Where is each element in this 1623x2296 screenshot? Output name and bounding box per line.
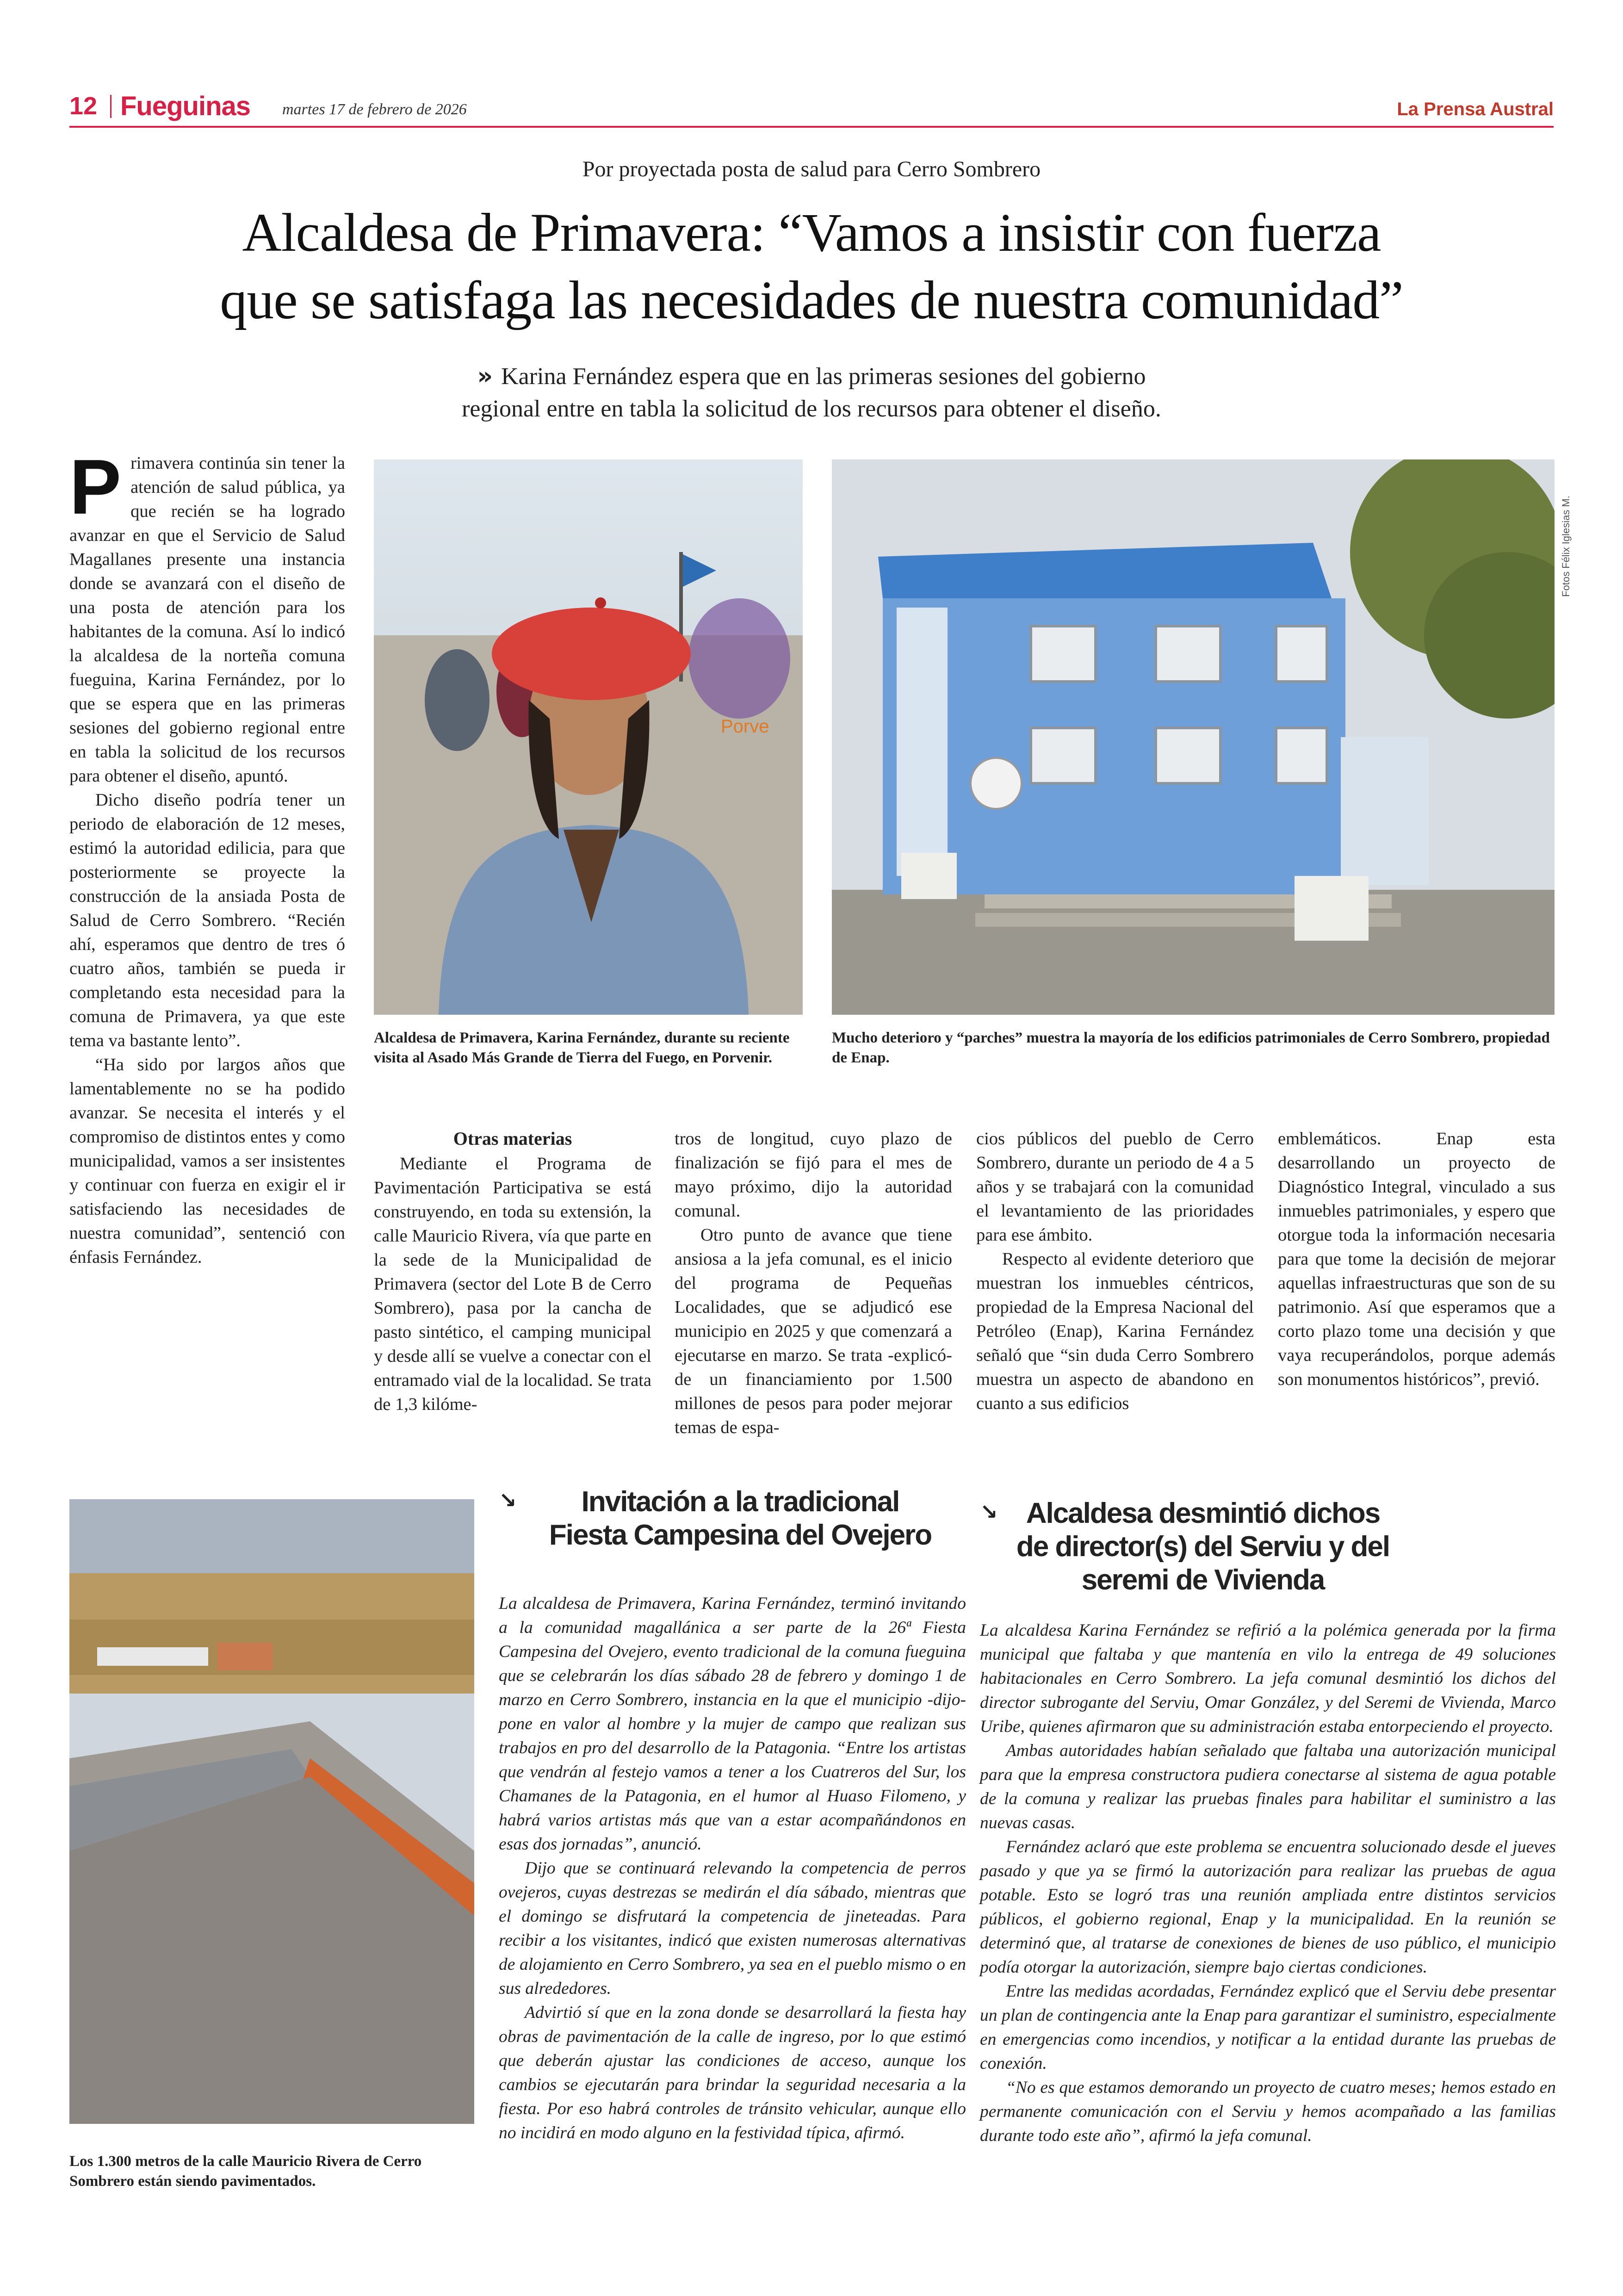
- fiesta-title-line-2: Fiesta Campesina del Ovejero: [549, 1519, 932, 1551]
- article-column-3: [675, 1127, 952, 1440]
- paragraph: Mediante el Programa de Pavimentación Participativa se está construyendo, en toda su extensión, la calle Mauricio Rivera, vía que parte en la sede de la Municipalidad de Primavera (sector del Lote B de Cerro Sombrero), pasa por la cancha de pasto sintético, el camping municipal y desde allí se vuelve a conectar con el entramado vial de la localidad. Se trata de 1,3 kilóme-: [374, 1154, 651, 1414]
- article-kicker: Por proyectada posta de salud para Cerro Sombrero: [582, 157, 1041, 181]
- down-right-arrow-icon: ↘: [499, 1488, 517, 1513]
- paragraph: Dicho diseño podría tener un periodo de elaboración de 12 meses, estimó la autoridad edilicia, para que posteriormente se proyecte la construcción de la ansiada Posta de Salud de Cerro Sombrero. “Recién ahí, esperamos que dentro de tres ó cuatro años, también se pueda ir completando esta necesidad para la comuna de Primavera, ya que este tema va bastante lento”.: [69, 790, 345, 1050]
- paragraph: La alcaldesa de Primavera, Karina Fernández, terminó invitando a la comunidad magallánica a ser parte de la 26ª Fiesta Campesina del Ovejero, evento tradicional de la comuna fueguina que se celebrarán los días sábado 28 de febrero y domingo 1 de marzo en Cerro Sombrero, instancia en la que el municipio -dijo- pone en valor al hombre y la mujer de campo que realizan sus trabajos en pro del desarrollo de la Patagonia. “Entre los artistas que vendrán al festejo vamos a tener a los Cuatreros del Sur, los Chamanes de la Patagonia, en el humor al Huaso Filomeno, y habrá varios artistas más que van a estar acompañándonos en esas dos jornadas”, anunció.: [499, 1594, 966, 1854]
- photo-alcaldesa: [374, 459, 803, 1015]
- paragraph: Advirtió sí que en la zona donde se desarrollará la fiesta hay obras de pavimentación de la calle de ingreso, por lo que estimó que deberán ajustar las condiciones de acceso, aunque los cambios se ejecutarán para brindar la seguridad necesaria a la fiesta. Por eso habrá controles de tránsito vehicular, aunque ello no incidirá en modo alguno en la festividad típica, afirmó.: [499, 2003, 966, 2142]
- subhead-line-2: regional entre en tabla la solicitud de los recursos para obtener el diseño.: [462, 396, 1161, 422]
- paragraph: Entre las medidas acordadas, Fernández explicó que el Serviu debe presentar un plan de contingencia ante la Enap para garantizar el suministro, especialmente en emergencias como incendios, y notificar a la entidad durante las pruebas de conexión.: [980, 1982, 1556, 2073]
- fiesta-body: [499, 1592, 966, 2145]
- section-name: Fueguinas: [120, 91, 251, 121]
- article-column-5: [1278, 1127, 1555, 1391]
- serviu-title-line-2: de director(s) del Serviu y del: [1016, 1531, 1390, 1563]
- serviu-body: [980, 1619, 1556, 2148]
- headline-line-1: Alcaldesa de Primavera: “Vamos a insistir con fuerza: [242, 202, 1381, 263]
- sign-text: Porve: [721, 716, 769, 737]
- headline-line-2: que se satisfaga las necesidades de nuestra comunidad”: [220, 270, 1403, 330]
- paragraph: Otro punto de avance que tiene ansiosa a la jefa comunal, es el inicio del programa de Pequeñas Localidades, que se adjudicó ese municipio en 2025 y que comenzará a ejecutarse en marzo. Se trata -explicó- de un financiamiento por 1.500 millones de pesos para poder mejorar temas de espa-: [675, 1225, 952, 1437]
- drop-cap: P: [69, 443, 122, 530]
- subhead-line-1: Karina Fernández espera que en las primeras sesiones del gobierno: [501, 363, 1146, 390]
- paragraph: La alcaldesa Karina Fernández se refirió a la polémica generada por la firma municipal que faltaba y que mantenía en vilo la entrega de 49 soluciones habitacionales en Cerro Sombrero. La jefa comunal desmintió los dichos del director subrogante del Serviu, Omar González, y del Seremi de Vivienda, Marco Uribe, quienes afirmaron que su administración estaba entorpeciendo el proyecto.: [980, 1621, 1556, 1736]
- fiesta-title-line-1: Invitación a la tradicional: [581, 1486, 899, 1518]
- double-chevron-icon: »: [477, 362, 493, 390]
- photo-credit: Fotos Félix Iglesias M.: [1560, 496, 1572, 597]
- paragraph: emblemáticos. Enap esta desarrollando un proyecto de Diagnóstico Integral, vinculado a sus inmuebles patrimoniales, y espero que otorgue toda la información necesaria para que tome la decisión de mejorar aquellas infraestructuras que son de su patrimonio. Así que esperamos que a corto plazo tome una decisión y que vaya recuperándolos, porque además son monumentos históricos”, previó.: [1278, 1129, 1555, 1389]
- serviu-title-line-1: Alcaldesa desmintió dichos: [1026, 1497, 1380, 1529]
- article-column-4: [976, 1127, 1254, 1415]
- paragraph: Ambas autoridades habían señalado que faltaba una autorización municipal para que la empresa constructora pudiera conectarse al sistema de agua potable de la comuna y realizar las pruebas finales para habilitar el suministro a las nuevas casas.: [980, 1741, 1556, 1832]
- paragraph: tros de longitud, cuyo plazo de finalización se fijó para el mes de mayo próximo, dijo la autoridad comunal.: [675, 1129, 952, 1221]
- header-divider: [110, 95, 112, 118]
- photo-caption-calle: Los 1.300 metros de la calle Mauricio Rivera de Cerro Sombrero están siendo pavimentados.: [69, 2153, 422, 2190]
- paragraph: cios públicos del pueblo de Cerro Sombrero, durante un periodo de 4 a 5 años y se trabajará con la comunidad el levantamiento de las prioridades para ese ámbito.: [976, 1129, 1254, 1245]
- paragraph: “Ha sido por largos años que lamentablemente no se ha podido avanzar. Se necesita el interés y el compromiso de distintos entes y como municipalidad, vamos a ser insistentes y continuar con fuerza en exigir el ir satisfaciendo las necesidades de nuestra comunidad”, sentenció con énfasis Fernández.: [69, 1055, 345, 1267]
- page-number: 12: [69, 92, 98, 120]
- paragraph: Respecto al evidente deterioro que muestran los inmuebles céntricos, propiedad de la Empresa Nacional del Petróleo (Enap), Karina Fernández señaló que “sin duda Cerro Sombrero muestra un aspecto de abandono en cuanto a sus edificios: [976, 1249, 1254, 1413]
- paragraph: rimavera continúa sin tener la atención de salud pública, ya que recién se ha logrado avanzar en que el Servicio de Salud Magallanes presente una instancia donde se avanzará con el diseño de una posta de atención para los habitantes de la comuna. Así lo indicó la alcaldesa de la norteña comuna fueguina, Karina Fernández, por lo que se espera que en las primeras sesiones del gobierno regional entre en tabla la solicitud de los recursos para obtener el diseño, apuntó.: [69, 453, 345, 786]
- photo-calle-mauricio-rivera: [69, 1499, 474, 2124]
- paragraph: Dijo que se continuará relevando la competencia de perros ovejeros, cuyas destrezas se medirán el día sábado, mientras que el domingo se disfrutará la competencia de jineteadas. Para recibir a los visitantes, indicó que existen numerosas alternativas de alojamiento en Cerro Sombrero, ya sea en el pueblo mismo o en sus alrededores.: [499, 1859, 966, 1998]
- article-column-1: [69, 443, 345, 1269]
- article-subhead: [352, 360, 1271, 425]
- paragraph: Fernández aclaró que este problema se encuentra solucionado desde el jueves pasado y que ya se firmó la autorización para realizar las pruebas de agua potable. Esto se logró tras una reunión ampliada entre distintos servicios públicos, el gobierno regional, Enap y la municipalidad. En la reunión se determinó que, al tratarse de conexiones de bienes de uso público, el municipio podía otorgar la autorización, siempre bajo ciertas condiciones.: [980, 1837, 1556, 1977]
- photo-edificio-enap: [832, 459, 1555, 1015]
- header-rule: [69, 126, 1554, 128]
- fiesta-title: [509, 1485, 972, 1552]
- photo-caption-edificio: Mucho deterioro y “parches” muestra la mayoría de los edificios patrimoniales de Cerro Sombrero, propiedad de Enap.: [832, 1030, 1550, 1066]
- photo-caption-alcaldesa: Alcaldesa de Primavera, Karina Fernández, durante su reciente visita al Asado Más Grande de Tierra del Fuego, en Porvenir.: [374, 1030, 790, 1066]
- serviu-title: [995, 1497, 1411, 1597]
- building-illustration: [832, 459, 1555, 1015]
- article-column-2: [374, 1127, 651, 1416]
- article-headline: [69, 199, 1554, 334]
- paragraph: “No es que estamos demorando un proyecto de cuatro meses; hemos estado en permanente comunicación con el Serviu y hemos acompañado a las familias durante todo este año”, afirmó la jefa comunal.: [980, 2078, 1556, 2145]
- portrait-illustration: [374, 459, 803, 1015]
- issue-date: martes 17 de febrero de 2026: [282, 101, 467, 118]
- publication-name: La Prensa Austral: [1397, 99, 1554, 119]
- road-illustration: [69, 1499, 474, 2124]
- down-right-arrow-icon: ↘: [980, 1499, 998, 1524]
- otras-materias-heading: Otras materias: [453, 1128, 572, 1149]
- serviu-title-line-3: seremi de Vivienda: [1081, 1564, 1325, 1596]
